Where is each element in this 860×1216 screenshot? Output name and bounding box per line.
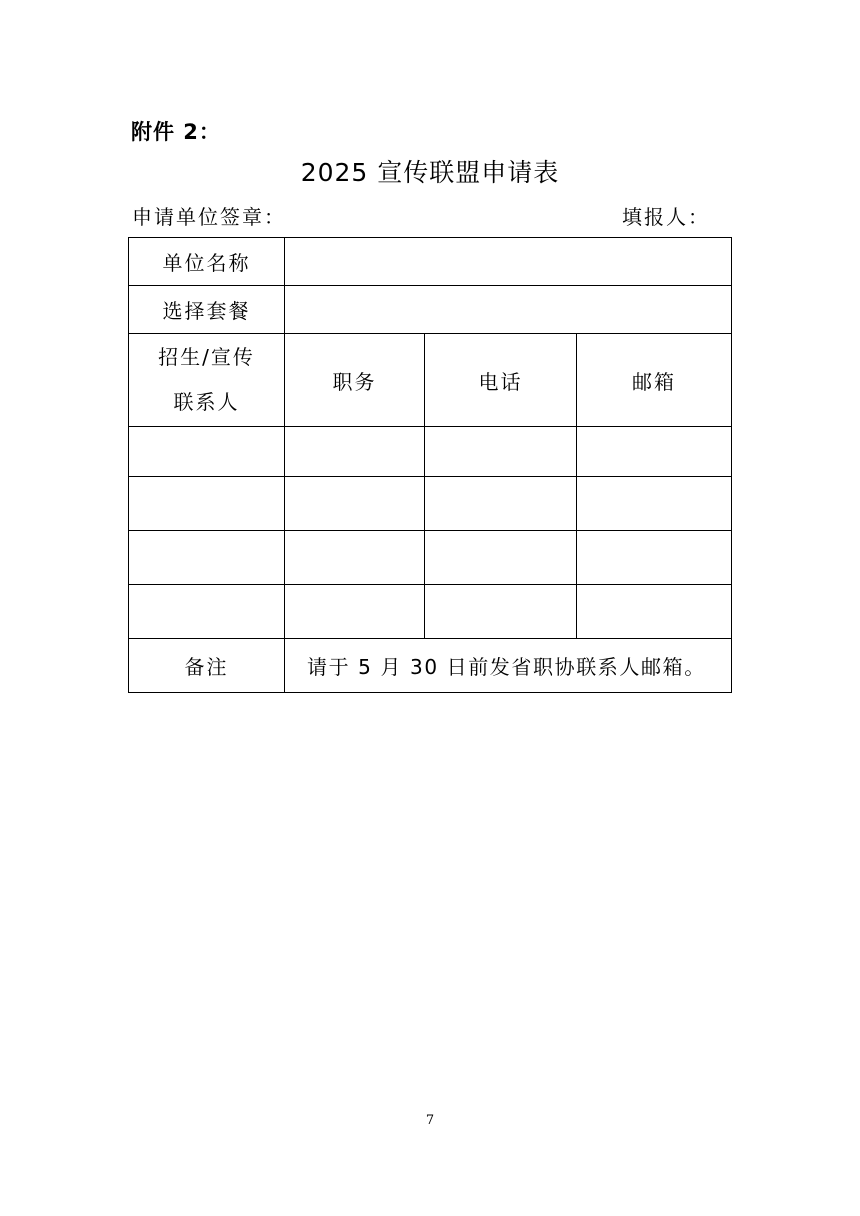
unit-name-row xyxy=(129,238,732,286)
contact-header-line1: 招生/宣传 xyxy=(158,345,255,369)
contact-name-cell[interactable] xyxy=(129,427,285,477)
contact-position-cell[interactable] xyxy=(285,585,425,639)
application-form-table xyxy=(128,237,732,693)
contact-name-cell[interactable] xyxy=(129,477,285,531)
contact-name-cell[interactable] xyxy=(129,531,285,585)
contact-email-cell[interactable] xyxy=(577,427,732,477)
contact-email-cell[interactable] xyxy=(577,477,732,531)
signature-row xyxy=(132,201,710,229)
page-title: 2025 宣传联盟申请表 xyxy=(300,158,560,187)
email-header: 邮箱 xyxy=(577,334,732,427)
contact-header-line2: 联系人 xyxy=(173,390,240,414)
contact-position-cell[interactable] xyxy=(285,531,425,585)
remarks-text: 请于 5 月 30 日前发省职协联系人邮箱。 xyxy=(307,655,706,679)
contact-phone-cell[interactable] xyxy=(425,427,577,477)
unit-name-label: 单位名称 xyxy=(129,238,285,286)
contact-email-cell[interactable] xyxy=(577,585,732,639)
contact-phone-cell[interactable] xyxy=(425,477,577,531)
filler-label: 填报人： xyxy=(622,205,710,229)
contact-name-cell[interactable] xyxy=(129,585,285,639)
package-field[interactable] xyxy=(285,286,732,334)
contact-header-cell xyxy=(129,334,285,427)
package-label: 选择套餐 xyxy=(129,286,285,334)
contact-position-cell[interactable] xyxy=(285,477,425,531)
position-header: 职务 xyxy=(285,334,425,427)
package-row xyxy=(129,286,732,334)
phone-header: 电话 xyxy=(425,334,577,427)
contact-email-cell[interactable] xyxy=(577,531,732,585)
contact-row xyxy=(129,531,732,585)
remarks-row xyxy=(129,639,732,693)
unit-name-field[interactable] xyxy=(285,238,732,286)
contact-phone-cell[interactable] xyxy=(425,531,577,585)
contact-header-row xyxy=(129,334,732,427)
page-number: 7 xyxy=(425,1113,435,1128)
applicant-seal-label: 申请单位签章： xyxy=(132,205,286,229)
contact-row xyxy=(129,427,732,477)
contact-phone-cell[interactable] xyxy=(425,585,577,639)
contact-row xyxy=(129,477,732,531)
remarks-label: 备注 xyxy=(129,639,285,693)
contact-position-cell[interactable] xyxy=(285,427,425,477)
remarks-cell xyxy=(285,639,732,693)
attachment-label: 附件 2： xyxy=(131,120,221,144)
contact-row xyxy=(129,585,732,639)
